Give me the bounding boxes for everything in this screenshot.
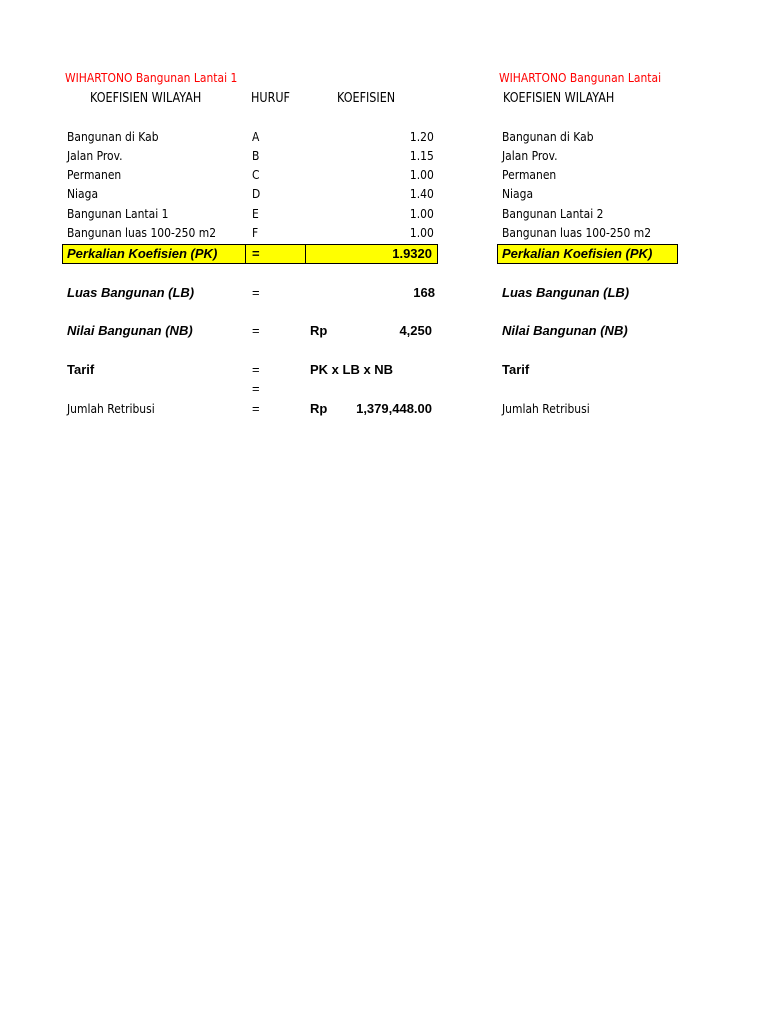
right-row-label: Niaga xyxy=(502,186,534,201)
left-lb-value: 168 xyxy=(413,285,435,300)
left-pk-label: Perkalian Koefisien (PK) xyxy=(67,246,218,261)
left-pk-value: 1.9320 xyxy=(392,246,432,261)
left-row-huruf: E xyxy=(252,206,259,221)
left-row-value: 1.15 xyxy=(410,148,434,163)
right-tarif-label: Tarif xyxy=(502,362,530,377)
left-nb-equals: = xyxy=(252,323,260,338)
right-row-label: Bangunan di Kab xyxy=(502,129,594,144)
left-row-label: Bangunan Lantai 1 xyxy=(67,206,169,221)
right-row-label: Permanen xyxy=(502,167,557,182)
left-header-koefisien-wilayah: KOEFISIEN WILAYAH xyxy=(90,91,202,106)
left-jumlah-equals: = xyxy=(252,401,260,416)
right-row-label: Bangunan Lantai 2 xyxy=(502,206,604,221)
left-pk-divider xyxy=(245,244,246,264)
right-pk-label: Perkalian Koefisien (PK) xyxy=(502,246,653,261)
left-jumlah-label: Jumlah Retribusi xyxy=(67,401,155,416)
left-row-huruf: C xyxy=(252,167,260,182)
left-tarif-formula: PK x LB x NB xyxy=(310,362,394,377)
left-row-label: Jalan Prov. xyxy=(67,148,123,163)
left-row-huruf: D xyxy=(252,186,261,201)
left-lb-equals: = xyxy=(252,285,260,300)
left-pk-equals: = xyxy=(252,246,260,261)
right-jumlah-label: Jumlah Retribusi xyxy=(502,401,590,416)
left-row-huruf: F xyxy=(252,225,259,240)
left-header-koefisien: KOEFISIEN xyxy=(337,91,396,106)
left-row-label: Permanen xyxy=(67,167,122,182)
left-jumlah-currency: Rp xyxy=(310,401,328,416)
left-title: WIHARTONO Bangunan Lantai 1 xyxy=(65,70,238,85)
left-nb-currency: Rp xyxy=(310,323,328,338)
left-row-label: Bangunan luas 100-250 m2 xyxy=(67,225,217,240)
left-pk-divider xyxy=(305,244,306,264)
right-lb-label: Luas Bangunan (LB) xyxy=(502,285,630,300)
left-nb-value: 4,250 xyxy=(399,323,432,338)
left-row-label: Bangunan di Kab xyxy=(67,129,159,144)
left-tarif-label: Tarif xyxy=(67,362,95,377)
left-nb-label: Nilai Bangunan (NB) xyxy=(67,323,193,338)
left-row-value: 1.20 xyxy=(410,129,434,144)
left-row-label: Niaga xyxy=(67,186,99,201)
left-row-huruf: B xyxy=(252,148,260,163)
right-row-label: Jalan Prov. xyxy=(502,148,558,163)
left-tarif-equals: = xyxy=(252,362,260,377)
right-title: WIHARTONO Bangunan Lantai xyxy=(499,70,662,85)
left-lb-label: Luas Bangunan (LB) xyxy=(67,285,195,300)
right-header-koefisien-wilayah: KOEFISIEN WILAYAH xyxy=(503,91,615,106)
right-nb-label: Nilai Bangunan (NB) xyxy=(502,323,628,338)
left-row-value: 1.00 xyxy=(410,206,434,221)
left-header-huruf: HURUF xyxy=(251,91,290,106)
left-row-huruf: A xyxy=(252,129,260,144)
left-blank-equals: = xyxy=(252,381,260,396)
left-row-value: 1.00 xyxy=(410,167,434,182)
left-jumlah-value: 1,379,448.00 xyxy=(356,401,432,416)
left-row-value: 1.40 xyxy=(410,186,434,201)
left-row-value: 1.00 xyxy=(410,225,434,240)
right-row-label: Bangunan luas 100-250 m2 xyxy=(502,225,652,240)
